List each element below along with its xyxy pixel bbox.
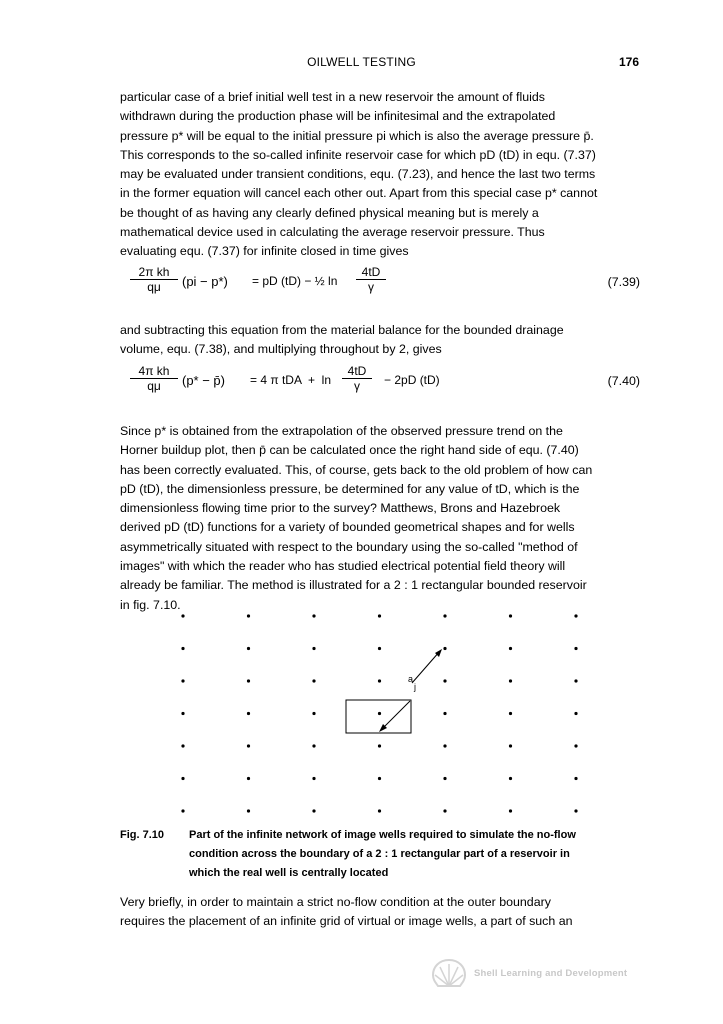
image-well-dot [443,777,446,780]
eq739-lhs-numerator: 2π kh [130,265,178,280]
eq740-lhs-denominator: qμ [147,379,161,393]
image-well-dot [247,809,250,812]
image-well-dot [574,809,577,812]
eq739-lhs-fraction [130,265,178,294]
eq740-log-numerator: 4tD [342,364,372,379]
label-j: j [414,682,416,692]
distance-arrow-upper [412,651,440,683]
eq740-lhs-numerator: 4π kh [130,364,178,379]
para3-line: Horner buildup plot, then p̄ can be calculated once the right hand side of equ. (7.40) [120,443,579,458]
real-well-dot [378,712,381,715]
image-well-diagram [150,605,610,825]
eq739-log-denominator: γ [368,280,374,294]
shell-logo-icon [430,958,468,990]
para3-line: pD (tD), the dimensionless pressure, be determined for any value of tD, which is the [120,481,580,496]
eq739-middle: = pD (tD) − ½ ln [252,274,338,288]
image-well-dot [509,679,512,682]
image-well-dot [247,777,250,780]
para2-line: volume, equ. (7.38), and multiplying throughout by 2, gives [120,342,442,357]
image-well-dot [509,809,512,812]
eq739-number: (7.39) [607,275,640,289]
para4-line: Very briefly, in order to maintain a strict no-flow condition at the outer boundary [120,895,551,909]
caption-line: condition across the boundary of a 2 : 1 rectangular part of a reservoir in [189,848,570,860]
image-well-dot [181,679,184,682]
para3-line: asymmetrically situated with respect to the boundary using the so-called "method of [120,539,578,554]
image-well-dot [181,809,184,812]
figure-caption [120,826,640,886]
paragraph-3 [120,422,640,615]
eq740-log-denominator: γ [354,379,360,393]
para3-line: already be familiar. The method is illustrated for a 2 : 1 rectangular bounded reservoir [120,578,587,593]
image-well-dot [181,614,184,617]
image-well-dot [378,777,381,780]
caption-label: Fig. 7.10 [120,829,165,841]
para2-line: and subtracting this equation from the material balance for the bounded drainage [120,323,564,337]
para1-line: be thought of as having any clearly defined physical meaning but is merely a [120,205,539,220]
image-well-dot [312,712,315,715]
eq739-log-numerator: 4tD [356,265,386,280]
image-well-dot [312,679,315,682]
image-well-dot [443,809,446,812]
para1-line: particular case of a brief initial well test in a new reservoir the amount of fluids [120,90,545,104]
eq740-lhs-fraction [130,364,178,393]
image-well-dot [509,614,512,617]
image-well-dot [378,614,381,617]
image-well-dot [509,712,512,715]
image-well-dot [378,809,381,812]
image-well-dot [247,614,250,617]
paragraph-2 [120,321,640,360]
image-well-dot [378,744,381,747]
image-well-dot [509,744,512,747]
image-well-dot [443,647,446,650]
para3-line: images" with which the reader who has studied electrical potential field theory will [120,559,566,574]
para1-line: pressure p* will be equal to the initial pressure pi which is also the average pressure p̄. [120,128,594,143]
image-well-dot [312,809,315,812]
eq740-bracket: (p* − p̄) [182,373,225,388]
para1-line: evaluating equ. (7.37) for infinite closed in time gives [120,244,409,259]
image-well-dot [181,777,184,780]
image-well-dot [181,744,184,747]
image-well-dot [443,712,446,715]
image-well-dot [574,679,577,682]
para1-line: withdrawn during the production phase will be infinitesimal and the extrapolated [120,109,556,124]
running-header-title: OILWELL TESTING [307,55,416,69]
label-a: a [408,674,414,684]
caption-line: which the real well is centrally located [189,867,389,879]
reservoir-boundary-rect [346,700,411,733]
image-well-dot [247,647,250,650]
para3-line: in fig. 7.10. [120,597,181,612]
image-well-dot [509,777,512,780]
image-well-grid [181,614,577,812]
image-well-dot [443,679,446,682]
para3-line: derived pD (tD) functions for a variety of bounded geometrical shapes and for wells [120,520,575,535]
image-well-dot [378,647,381,650]
equation-7-39 [130,265,640,305]
caption-line: Part of the infinite network of image wells required to simulate the no-flow [189,829,576,841]
image-well-dot [443,614,446,617]
page-number: 176 [618,55,639,69]
para1-line: mathematical device used in calculating the average reservoir pressure. Thus [120,225,545,240]
image-well-dot [312,744,315,747]
image-well-dot [574,647,577,650]
image-well-dot [509,647,512,650]
distance-arrow-lower [382,701,410,729]
para3-line: dimensionless flowing time prior to the survey? Matthews, Brons and Hazebroek [120,501,561,516]
image-well-dot [247,712,250,715]
eq739-log-fraction [356,265,386,294]
image-well-dot [312,647,315,650]
para1-line: in the former equation will cancel each other out. Apart from this special case p* cannot [120,186,598,201]
eq740-number: (7.40) [607,374,640,388]
image-well-dot [443,744,446,747]
eq739-lhs-denominator: qμ [147,280,161,294]
image-well-dot [181,712,184,715]
image-well-dot [181,647,184,650]
paragraph-1 [120,88,640,262]
eq740-middle: = 4 π tDA + ln [250,373,331,387]
equation-7-40 [130,364,640,404]
image-well-dot [312,777,315,780]
eq739-bracket: (pi − p*) [182,274,228,289]
image-well-dot [574,744,577,747]
image-well-dot [247,679,250,682]
image-well-dot [378,679,381,682]
image-well-dot [247,744,250,747]
footer-brand: Shell Learning and Development [474,968,628,979]
paragraph-4 [120,893,640,932]
para4-line: requires the placement of an infinite grid of virtual or image wells, a part of such an [120,914,573,929]
caption-text [189,826,629,883]
image-well-dot [574,777,577,780]
eq740-tail: − 2pD (tD) [384,373,440,387]
image-well-dot [312,614,315,617]
eq740-log-fraction [342,364,372,393]
para3-line: Since p* is obtained from the extrapolation of the observed pressure trend on the [120,424,563,438]
para3-line: has been correctly evaluated. This, of course, gets back to the old problem of how can [120,462,593,477]
para1-line: may be evaluated under transient conditions, equ. (7.23), and hence the last two terms [120,167,596,182]
image-well-dot [574,712,577,715]
image-well-dot [574,614,577,617]
para1-line: This corresponds to the so-called infinite reservoir case for which pD (tD) in equ. (7.37) [120,147,596,162]
